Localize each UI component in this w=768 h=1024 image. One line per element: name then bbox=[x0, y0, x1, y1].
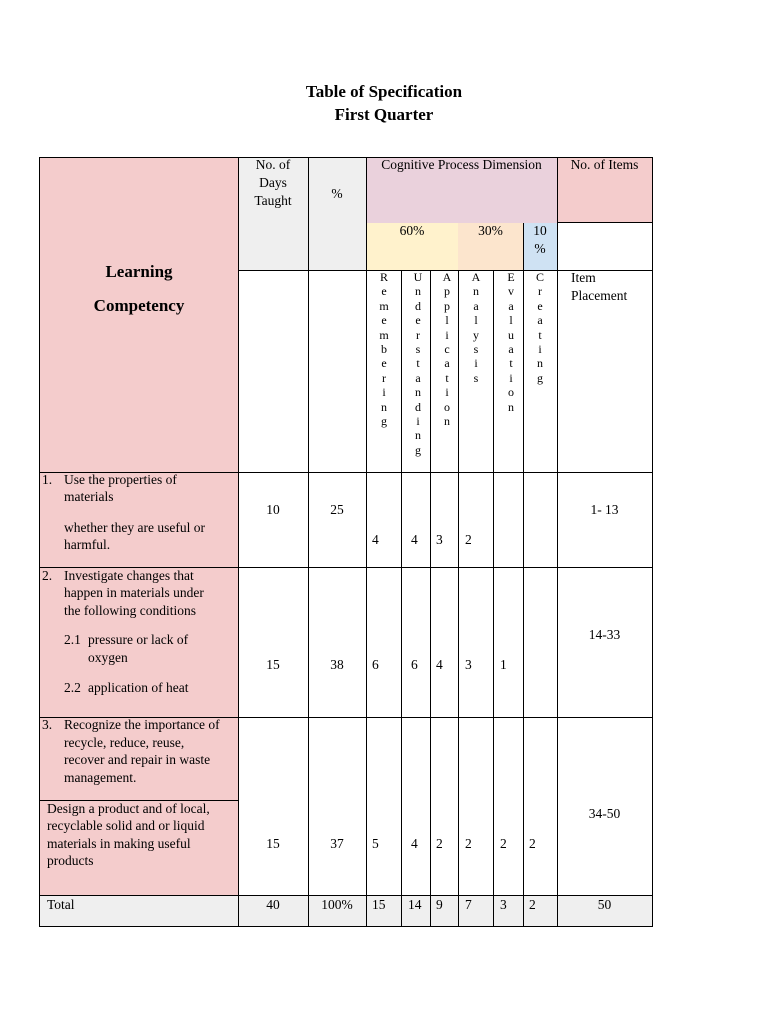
level-label-evaluation: E v a l u a t i o n bbox=[507, 270, 515, 414]
row3-line-1: Recognize the importance of bbox=[64, 717, 220, 732]
grid-line bbox=[493, 270, 494, 927]
row2-placement: 14-33 bbox=[588, 627, 621, 642]
row1-remembering: 4 bbox=[372, 532, 379, 547]
row1-number: 1. bbox=[42, 472, 53, 487]
row2-sub1-line-1: pressure or lack of bbox=[88, 632, 189, 647]
row3-understanding: 4 bbox=[411, 836, 418, 851]
row3-creating: 2 bbox=[529, 836, 536, 851]
row3-line-5: Design a product and of local, bbox=[47, 801, 210, 816]
row3-remembering: 5 bbox=[372, 836, 379, 851]
level-label-creating: C r e a t i n g bbox=[535, 270, 544, 385]
grid-line bbox=[652, 157, 653, 927]
row1-line-4: harmful. bbox=[64, 537, 111, 552]
total-understanding: 14 bbox=[408, 897, 422, 912]
total-creating: 2 bbox=[529, 897, 536, 912]
pct-10-label: 10 % bbox=[533, 223, 547, 256]
row1-understanding: 4 bbox=[411, 532, 418, 547]
learning-competency-label-1: Learning bbox=[105, 262, 173, 281]
pct-30-label: 30% bbox=[478, 223, 503, 238]
grid-line bbox=[308, 157, 309, 927]
row3-line-3: recover and repair in waste bbox=[64, 752, 211, 767]
grid-line bbox=[238, 157, 239, 927]
row2-sub2-line: application of heat bbox=[88, 680, 189, 695]
row2-remembering: 6 bbox=[372, 657, 379, 672]
row2-days: 15 bbox=[266, 657, 280, 672]
row3-number: 3. bbox=[42, 717, 53, 732]
row3-line-8: products bbox=[47, 853, 94, 868]
row1-line-2: materials bbox=[64, 489, 114, 504]
days-taught-header: No. of Days Taught bbox=[254, 157, 292, 208]
grid-line bbox=[39, 926, 653, 927]
row1-percent: 25 bbox=[330, 502, 344, 517]
row2-sub1-line-2: oxygen bbox=[88, 650, 128, 665]
row3-line-7: materials in making useful bbox=[47, 836, 191, 851]
total-evaluation: 3 bbox=[500, 897, 507, 912]
row1-application: 3 bbox=[436, 532, 443, 547]
row3-line-6: recyclable solid and or liquid bbox=[47, 818, 205, 833]
level-label-analysis: A n a l y s i s bbox=[471, 270, 481, 385]
no-of-items-header: No. of Items bbox=[570, 157, 639, 172]
row3-application: 2 bbox=[436, 836, 443, 851]
row2-application: 4 bbox=[436, 657, 443, 672]
total-application: 9 bbox=[436, 897, 443, 912]
row2-number: 2. bbox=[42, 568, 53, 583]
row1-days: 10 bbox=[266, 502, 280, 517]
row3-analysis: 2 bbox=[465, 836, 472, 851]
total-days: 40 bbox=[266, 897, 280, 912]
total-items: 50 bbox=[597, 897, 612, 912]
row2-line-3: the following conditions bbox=[64, 603, 196, 618]
total-percent: 100% bbox=[321, 897, 353, 912]
grid-line bbox=[366, 157, 367, 927]
item-placement-header: Item Placement bbox=[571, 270, 628, 303]
page-subtitle: First Quarter bbox=[334, 105, 434, 124]
row2-line-2: happen in materials under bbox=[64, 585, 204, 600]
total-label: Total bbox=[47, 897, 75, 912]
row3-days: 15 bbox=[266, 836, 280, 851]
row2-understanding: 6 bbox=[411, 657, 418, 672]
grid-line bbox=[401, 270, 402, 927]
row1-line-3: whether they are useful or bbox=[64, 520, 205, 535]
row3-percent: 37 bbox=[330, 836, 344, 851]
row3-evaluation: 2 bbox=[500, 836, 507, 851]
row2-sub2-number: 2.2 bbox=[64, 680, 81, 695]
level-label-understanding: U n d e r s t a n d i n g bbox=[413, 270, 423, 457]
row3-placement: 34-50 bbox=[588, 806, 621, 821]
row2-analysis: 3 bbox=[465, 657, 472, 672]
page-title: Table of Specification bbox=[305, 82, 463, 101]
percent-header: % bbox=[331, 186, 343, 201]
row3-line-2: recycle, reduce, reuse, bbox=[64, 735, 185, 750]
percent-header-bg bbox=[308, 157, 366, 270]
grid-line bbox=[557, 222, 653, 223]
level-label-application: A p p l i c a t i o n bbox=[442, 270, 452, 429]
total-remembering: 15 bbox=[372, 897, 386, 912]
row2-evaluation: 1 bbox=[500, 657, 507, 672]
row2-sub1-number: 2.1 bbox=[64, 632, 81, 647]
row1-line-1: Use the properties of bbox=[64, 472, 177, 487]
row2-line-1: Investigate changes that bbox=[64, 568, 194, 583]
total-analysis: 7 bbox=[465, 897, 472, 912]
row1-analysis: 2 bbox=[465, 532, 472, 547]
pct-60-label: 60% bbox=[399, 223, 425, 238]
row2-percent: 38 bbox=[330, 657, 344, 672]
row1-placement: 1- 13 bbox=[590, 502, 619, 517]
cognitive-header: Cognitive Process Dimension bbox=[381, 157, 542, 172]
learning-competency-label-2: Competency bbox=[93, 296, 185, 315]
level-label-remembering: R e m e m b e r i n g bbox=[379, 270, 389, 429]
row3-line-4: management. bbox=[64, 770, 137, 785]
